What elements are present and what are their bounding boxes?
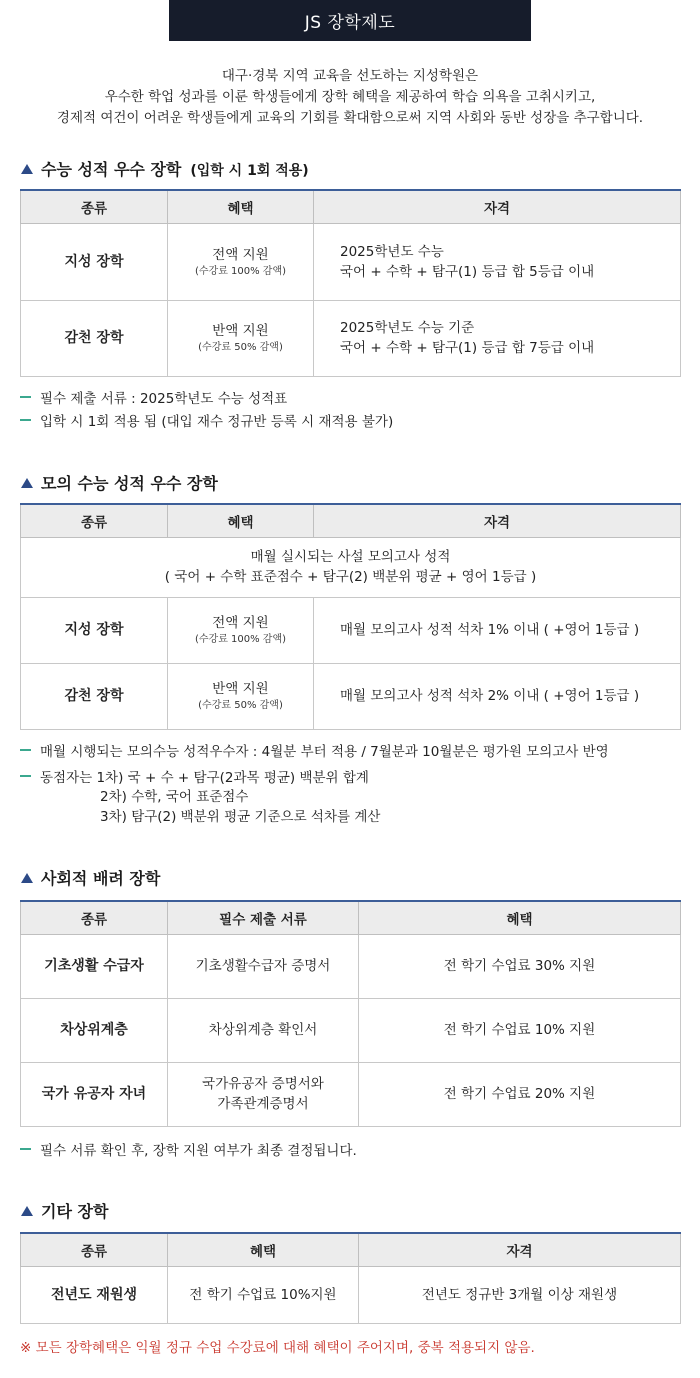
table-row bbox=[21, 300, 681, 376]
benefit-note: (수강료 100% 감액) bbox=[194, 265, 287, 277]
section-subtitle: (입학 시 1회 적용) bbox=[190, 163, 309, 179]
note-text: 입학 시 1회 적용 됨 (대입 재수 정규반 등록 시 재적용 불가) bbox=[40, 413, 394, 430]
column-header: 혜택 bbox=[168, 1233, 359, 1266]
note-item bbox=[20, 408, 393, 431]
social-notes bbox=[20, 1137, 357, 1160]
column-header: 필수 제출 서류 bbox=[168, 901, 359, 934]
note-text: 동점자는 1차) 국 + 수 + 탐구(2과목 평균) 백분위 합계 bbox=[40, 769, 369, 786]
intro-line: 우수한 학업 성과를 이룬 학생들에게 장학 혜택을 제공하여 학습 의욕을 고취시키고, bbox=[104, 89, 596, 105]
section-heading-other bbox=[21, 1199, 108, 1222]
scholarship-type: 차상위계층 bbox=[21, 998, 168, 1062]
dash-icon bbox=[20, 419, 31, 421]
criteria-line: ( 국어 + 수학 표준점수 + 탐구(2) 백분위 평균 + 영어 1등급 ) bbox=[164, 569, 537, 585]
benefit-cell: 전 학기 수업료 10% 지원 bbox=[359, 998, 681, 1062]
benefit-text: 반액 지원 bbox=[212, 323, 269, 339]
note-text: 필수 서류 확인 후, 장학 지원 여부가 최종 결정됩니다. bbox=[40, 1142, 357, 1159]
other-scholarship-table bbox=[20, 1232, 681, 1324]
qualification-cell: 매월 모의고사 성적 석차 1% 이내 ( +영어 1등급 ) bbox=[314, 597, 681, 663]
column-header: 혜택 bbox=[168, 190, 314, 223]
column-header: 자격 bbox=[314, 504, 681, 537]
column-header: 종류 bbox=[21, 1233, 168, 1266]
triangle-icon bbox=[21, 1206, 33, 1216]
table-row bbox=[21, 663, 681, 729]
section-heading-csat bbox=[21, 157, 309, 180]
table-row bbox=[21, 998, 681, 1062]
document-cell bbox=[168, 1062, 359, 1126]
note-item bbox=[20, 738, 609, 761]
table-row bbox=[21, 1266, 681, 1323]
document-line: 국가유공자 증명서와 bbox=[202, 1076, 324, 1092]
section-heading-mock bbox=[21, 471, 218, 494]
document-cell: 차상위계층 확인서 bbox=[168, 998, 359, 1062]
column-header: 혜택 bbox=[359, 901, 681, 934]
qualification-cell: 매월 모의고사 성적 석차 2% 이내 ( +영어 1등급 ) bbox=[314, 663, 681, 729]
scholarship-type: 지성 장학 bbox=[21, 597, 168, 663]
qualification-line: 국어 + 수학 + 탐구(1) 등급 합 7등급 이내 bbox=[340, 340, 595, 356]
csat-scholarship-table bbox=[20, 189, 681, 377]
section-title: 수능 성적 우수 장학 bbox=[41, 160, 182, 179]
benefit-cell bbox=[168, 223, 314, 300]
scholarship-type: 국가 유공자 자녀 bbox=[21, 1062, 168, 1126]
note-continuation: 2차) 수학, 국어 표준점수 bbox=[100, 789, 249, 805]
note-item bbox=[20, 1137, 357, 1160]
scholarship-type: 감천 장학 bbox=[21, 300, 168, 376]
benefit-cell bbox=[168, 300, 314, 376]
benefit-text: 전액 지원 bbox=[212, 615, 269, 631]
column-header: 혜택 bbox=[168, 504, 314, 537]
warning-note: ※ 모든 장학혜택은 익월 정규 수업 수강료에 대해 혜택이 주어지며, 중복 적용되지 않음. bbox=[20, 1340, 535, 1356]
table-header-row bbox=[21, 504, 681, 537]
section-title: 모의 수능 성적 우수 장학 bbox=[41, 474, 218, 493]
benefit-cell bbox=[168, 597, 314, 663]
benefit-cell: 전 학기 수업료 30% 지원 bbox=[359, 934, 681, 998]
table-header-row bbox=[21, 190, 681, 223]
column-header: 종류 bbox=[21, 901, 168, 934]
table-row bbox=[21, 537, 681, 597]
triangle-icon bbox=[21, 164, 33, 174]
table-row bbox=[21, 1062, 681, 1126]
mock-notes bbox=[20, 738, 609, 827]
criteria-line: 매월 실시되는 사설 모의고사 성적 bbox=[250, 549, 451, 565]
note-continuation: 3차) 탐구(2) 백분위 평균 기준으로 석차를 계산 bbox=[100, 809, 381, 825]
benefit-cell: 전 학기 수업료 20% 지원 bbox=[359, 1062, 681, 1126]
table-row bbox=[21, 223, 681, 300]
column-header: 종류 bbox=[21, 190, 168, 223]
section-title: 사회적 배려 장학 bbox=[41, 869, 161, 888]
dash-icon bbox=[20, 396, 31, 398]
benefit-note: (수강료 50% 감액) bbox=[198, 700, 283, 711]
qualification-line: 2025학년도 수능 기준 bbox=[340, 320, 475, 336]
social-scholarship-table bbox=[20, 900, 681, 1127]
note-item bbox=[20, 385, 393, 408]
table-header-row bbox=[21, 901, 681, 934]
document-line: 가족관계증명서 bbox=[217, 1096, 309, 1112]
dash-icon bbox=[20, 749, 31, 751]
intro-text bbox=[0, 66, 700, 129]
qualification-line: 2025학년도 수능 bbox=[340, 243, 444, 260]
column-header: 종류 bbox=[21, 504, 168, 537]
scholarship-type: 전년도 재원생 bbox=[21, 1266, 168, 1323]
benefit-text: 반액 지원 bbox=[212, 681, 269, 697]
criteria-cell bbox=[21, 537, 681, 597]
qualification-cell bbox=[314, 223, 681, 300]
triangle-icon bbox=[21, 873, 33, 883]
qualification-line: 국어 + 수학 + 탐구(1) 등급 합 5등급 이내 bbox=[340, 263, 595, 280]
section-title: 기타 장학 bbox=[41, 1202, 109, 1221]
benefit-note: (수강료 100% 감액) bbox=[194, 634, 287, 645]
intro-line: 경제적 여건이 어려운 학생들에게 교육의 기회를 확대함으로써 지역 사회와 동반 성장을 추구합니다. bbox=[56, 110, 644, 126]
scholarship-type: 기초생활 수급자 bbox=[21, 934, 168, 998]
note-item bbox=[20, 764, 609, 787]
table-row bbox=[21, 934, 681, 998]
csat-notes bbox=[20, 385, 393, 431]
dash-icon bbox=[20, 1148, 31, 1150]
table-header-row bbox=[21, 1233, 681, 1266]
benefit-cell bbox=[168, 663, 314, 729]
note-text: 필수 제출 서류 : 2025학년도 수능 성적표 bbox=[40, 390, 288, 407]
scholarship-type: 지성 장학 bbox=[21, 223, 168, 300]
triangle-icon bbox=[21, 478, 33, 488]
mock-scholarship-table bbox=[20, 503, 681, 730]
benefit-text: 전액 지원 bbox=[212, 246, 269, 263]
benefit-cell: 전 학기 수업료 10%지원 bbox=[168, 1266, 359, 1323]
page-title: JS 장학제도 bbox=[169, 0, 531, 41]
column-header: 자격 bbox=[314, 190, 681, 223]
table-row bbox=[21, 597, 681, 663]
qualification-cell: 전년도 정규반 3개월 이상 재원생 bbox=[359, 1266, 681, 1323]
column-header: 자격 bbox=[359, 1233, 681, 1266]
document-cell: 기초생활수급자 증명서 bbox=[168, 934, 359, 998]
note-text: 매월 시행되는 모의수능 성적우수자 : 4월분 부터 적용 / 7월분과 10월분은 평가원 모의고사 반영 bbox=[40, 743, 609, 760]
scholarship-type: 감천 장학 bbox=[21, 663, 168, 729]
section-heading-social bbox=[21, 866, 160, 889]
qualification-cell bbox=[314, 300, 681, 376]
intro-line: 대구·경북 지역 교육을 선도하는 지성학원은 bbox=[221, 68, 479, 84]
benefit-note: (수강료 50% 감액) bbox=[198, 342, 283, 353]
dash-icon bbox=[20, 775, 31, 777]
